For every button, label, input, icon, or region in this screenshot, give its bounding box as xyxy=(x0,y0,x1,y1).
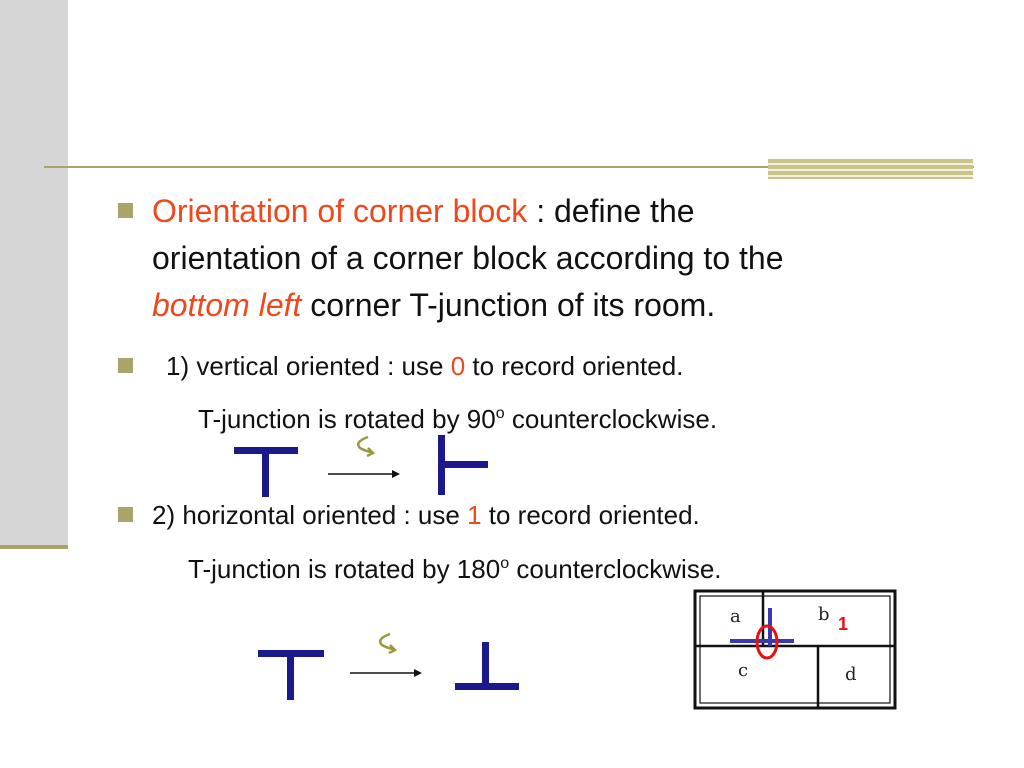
bullet2-line xyxy=(166,350,683,382)
rotation-direction: counterclockwise. xyxy=(509,554,722,584)
title-divider-accent xyxy=(768,159,973,179)
bullet1-text: define the xyxy=(553,193,695,229)
rotate-ccw-icon xyxy=(380,634,395,653)
degree-mark: o xyxy=(495,405,505,422)
room-label-c: c xyxy=(738,660,749,681)
bullet2-text: 1) vertical oriented : use xyxy=(166,351,451,381)
bottom-left-term: bottom left xyxy=(152,287,302,323)
rotate-ccw-icon xyxy=(358,437,373,456)
bullet1-text-end: corner T-junction of its room. xyxy=(301,287,716,323)
bullet1-line1 xyxy=(152,188,695,234)
bullet3-line xyxy=(152,499,700,531)
rotation-text: T-junction is rotated by 90 xyxy=(198,404,496,434)
rotated-t-junction-icon xyxy=(438,435,488,495)
room-label-a: a xyxy=(730,606,741,627)
room-label-d: d xyxy=(845,664,857,685)
bullet-marker xyxy=(118,358,133,373)
bullet1-line2: orientation of a corner block according to the xyxy=(152,240,784,276)
bullet-marker xyxy=(118,203,133,218)
inverted-t-junction-icon xyxy=(455,642,519,690)
room-outline xyxy=(695,591,895,708)
side-decoration-edge xyxy=(0,545,68,549)
bullet3-text-end: to record oriented. xyxy=(481,500,700,530)
orientation-marker: 1 xyxy=(838,614,849,634)
arrow-right-icon xyxy=(350,669,422,677)
separator: : xyxy=(527,193,554,229)
room-layout-diagram xyxy=(690,588,905,728)
bullet-marker xyxy=(118,507,133,522)
bullet3-detail xyxy=(188,548,722,585)
bullet2-text-end: to record oriented. xyxy=(465,351,684,381)
t-junction-icon xyxy=(234,447,298,497)
vertical-rotation-figure xyxy=(228,428,498,500)
arrow-right-icon xyxy=(328,470,400,478)
bullet1-line3 xyxy=(152,282,715,328)
rotation-text: T-junction is rotated by 180 xyxy=(188,554,501,584)
side-decoration-bar xyxy=(0,0,68,545)
room-label-b: b xyxy=(818,604,830,625)
t-junction-icon xyxy=(258,650,324,700)
orientation-term: Orientation of corner block xyxy=(152,193,528,229)
degree-mark: o xyxy=(500,555,510,572)
rotation-direction: counterclockwise. xyxy=(504,404,718,434)
horizontal-code: 1 xyxy=(467,500,482,530)
horizontal-rotation-figure xyxy=(252,625,532,705)
bullet3-text: 2) horizontal oriented : use xyxy=(152,500,468,530)
vertical-code: 0 xyxy=(450,351,466,381)
